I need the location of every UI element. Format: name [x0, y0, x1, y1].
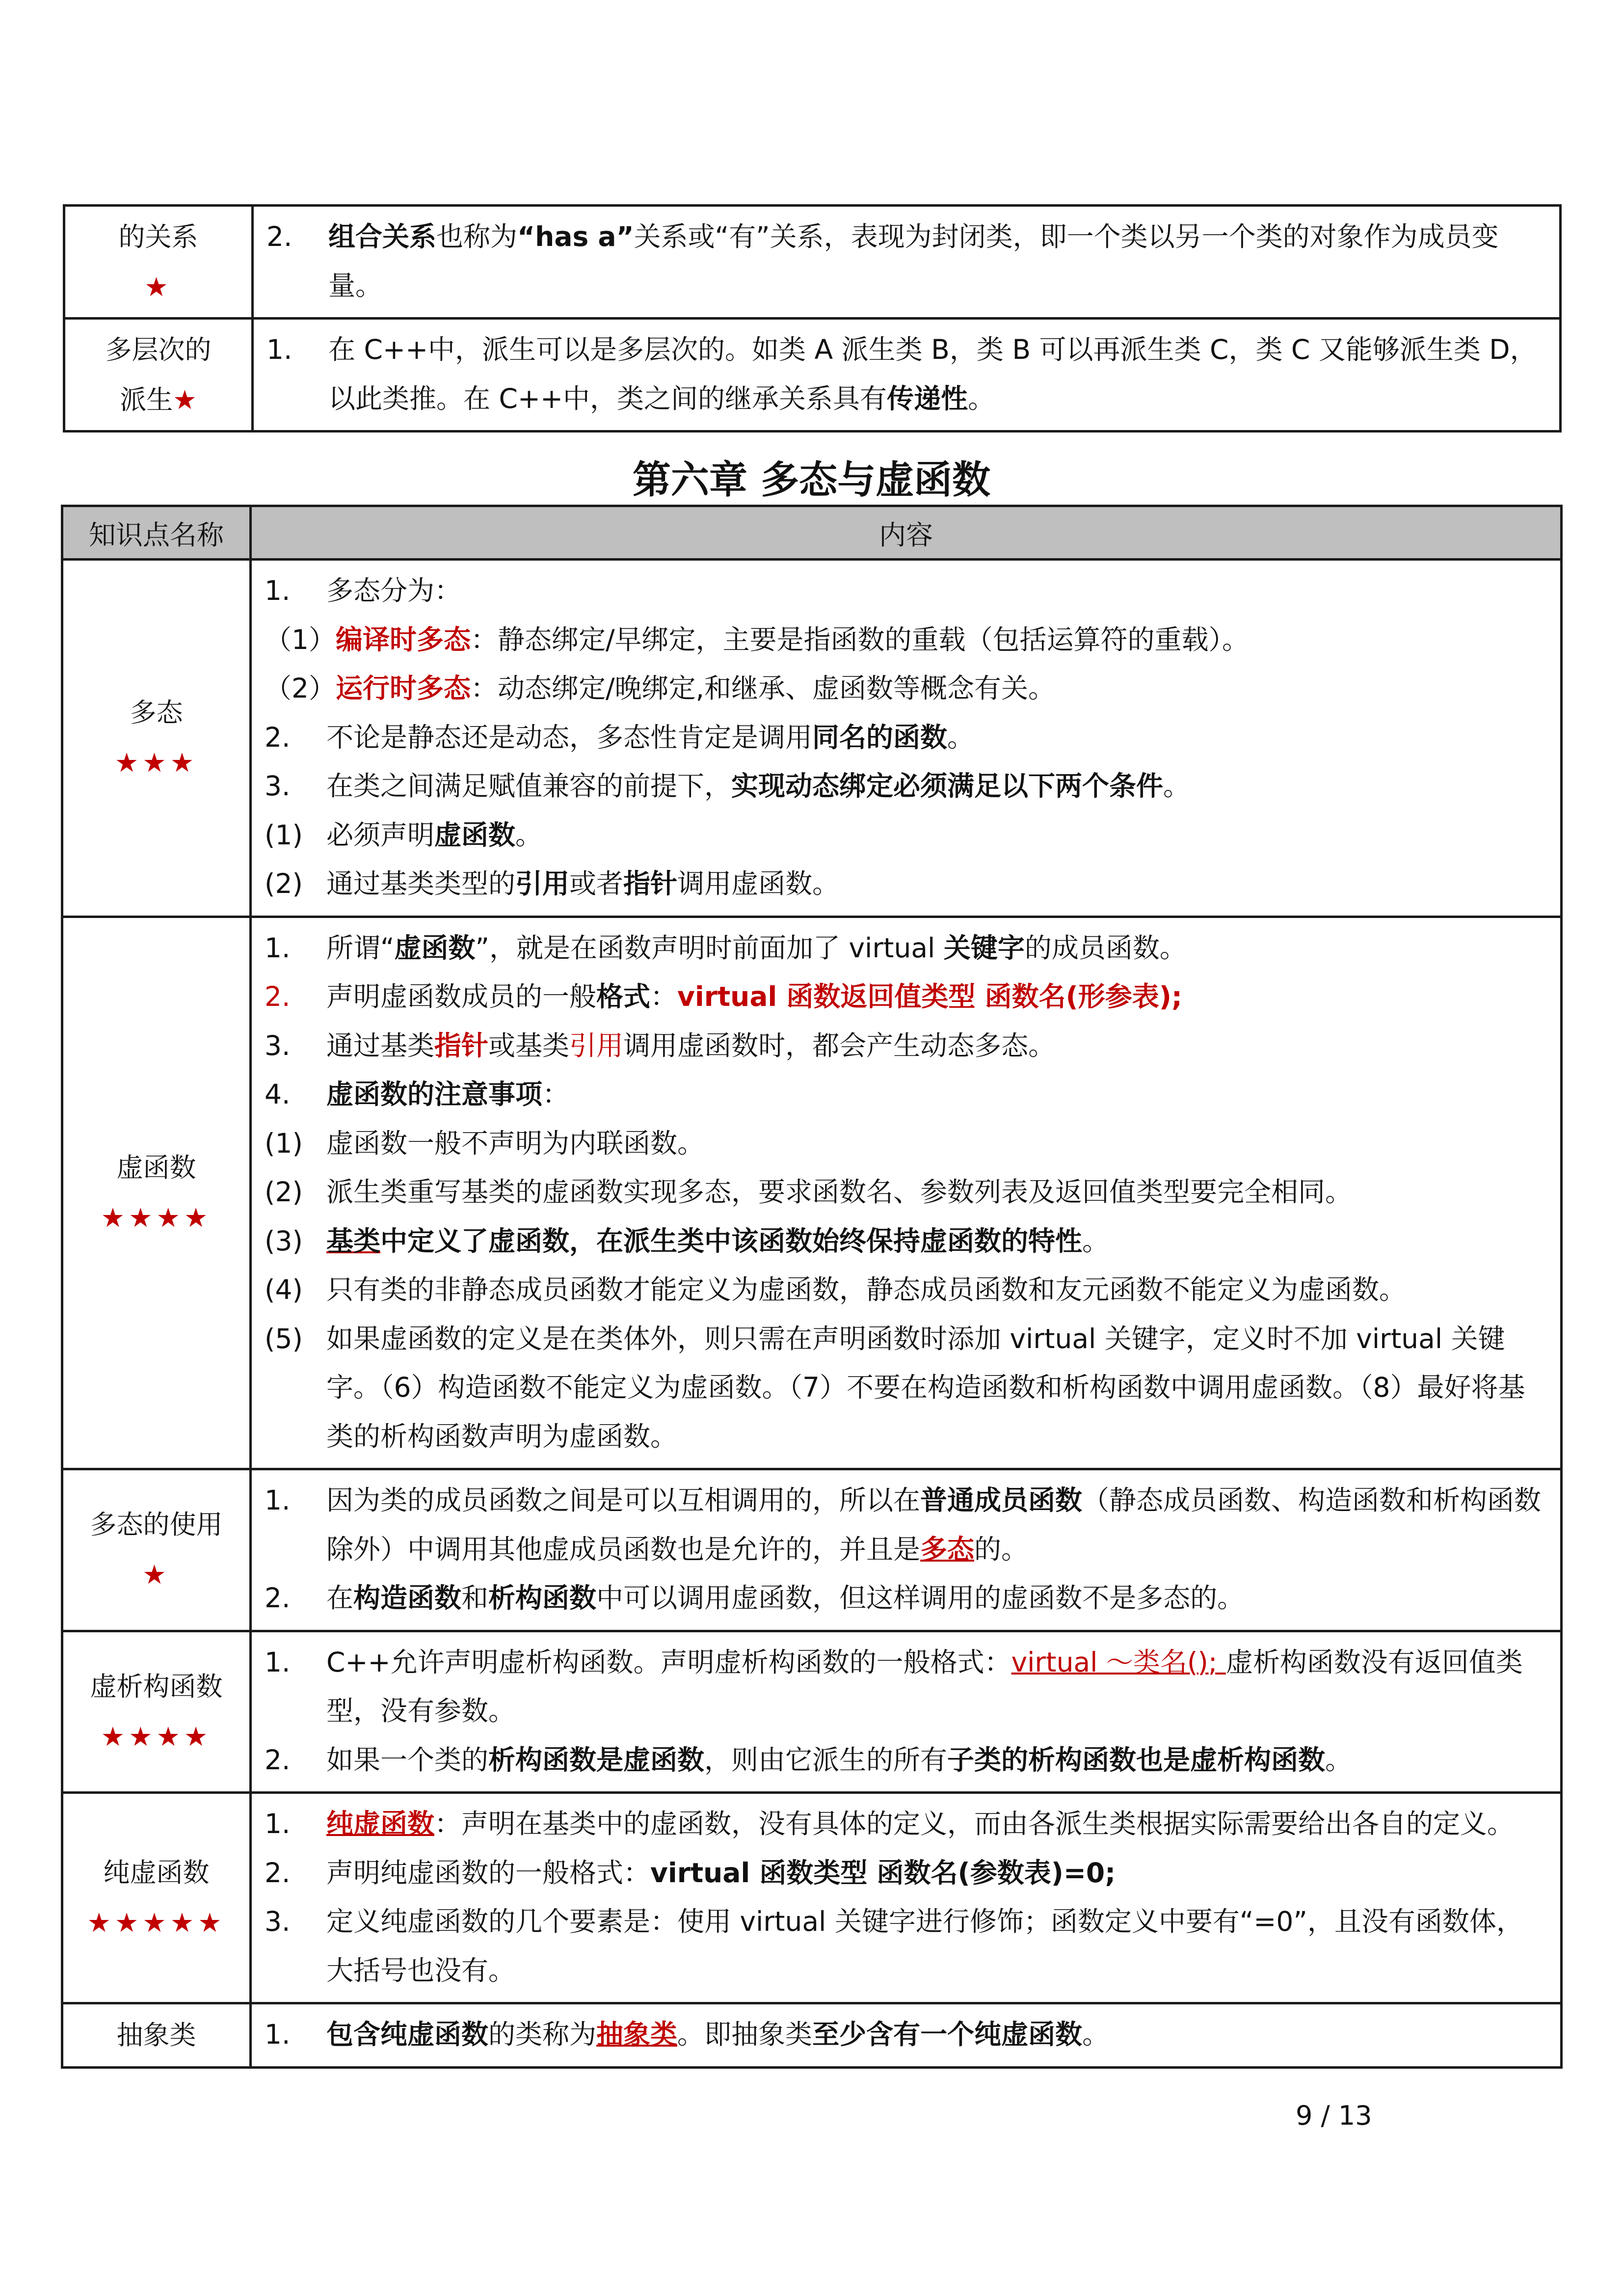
- content-line: [252, 1736, 1548, 1785]
- content-cell: [251, 1793, 1562, 2003]
- item-number: (5): [265, 1323, 303, 1354]
- topic-label: 多层次的: [105, 334, 212, 365]
- text-segment: 包含纯虚函数: [326, 2019, 489, 2050]
- content-line: [252, 1168, 1548, 1217]
- table-row: [62, 1793, 1562, 2003]
- text-segment: 派生类重写基类的虚函数实现多态，要求函数名、参数列表及返回值类型要完全相同。: [326, 1176, 1353, 1208]
- topic-label: 多态的使用: [90, 1509, 223, 1540]
- item-number: (2): [265, 868, 303, 899]
- topic-label: 纯虚函数: [103, 1857, 210, 1888]
- text-segment: 。: [947, 721, 975, 753]
- text-segment: 在类之间满足赋值兼容的前提下，: [326, 770, 732, 802]
- topic-cell: [64, 319, 253, 432]
- content-line: [252, 972, 1548, 1022]
- content-cell: [251, 917, 1562, 1469]
- text-segment: 在 C++中，派生可以是多层次的。如类 A 派生类 B，类 B 可以再派生类 C，类 C 又能够派生类 D，以此类推。在 C++中，类之间的继承关系具有: [328, 334, 1537, 414]
- text-segment: 多态: [920, 1533, 975, 1565]
- star-rating: ★: [142, 1559, 170, 1591]
- text-segment: 如果虚函数的定义是在类体外，则只需在声明函数时添加 virtual 关键字，定义时不加 virtual 关键字。（6）构造函数不能定义为虚函数。（7）不要在构造函数和析构函数中调用虚函数。（8）最好将基类的析构函数声明为虚函数。: [326, 1323, 1525, 1452]
- text-segment: 虚函数一般不声明为内联函数。: [326, 1127, 705, 1159]
- text-segment: 。即抽象类: [677, 2019, 813, 2050]
- content-line: [252, 1022, 1548, 1071]
- item-number: 2.: [265, 1744, 291, 1776]
- text-segment: 引用: [515, 868, 570, 899]
- text-segment: 调用虚函数。: [677, 868, 840, 899]
- item-number: 4.: [265, 1079, 291, 1110]
- content-line: [252, 1800, 1548, 1849]
- item-number: 1.: [265, 1808, 291, 1839]
- topic-cell: [62, 917, 251, 1469]
- text-segment: 指针: [623, 868, 678, 899]
- content-cell: [251, 1631, 1562, 1793]
- text-segment: “has a”: [517, 221, 634, 252]
- text-segment: 引用: [569, 1029, 624, 1061]
- item-number: (1): [265, 819, 303, 851]
- content-line: [252, 1574, 1548, 1623]
- text-segment: ：静态绑定/早绑定，主要是指函数的重载（包括运算符的重载）。: [471, 623, 1250, 655]
- content-line: [252, 1217, 1548, 1266]
- text-segment: 指针: [434, 1029, 489, 1061]
- text-segment: ：动态绑定/晚绑定,和继承、虚函数等概念有关。: [471, 673, 1056, 704]
- content-line: [252, 811, 1548, 860]
- text-segment: ，则由它派生的所有: [704, 1744, 948, 1776]
- table-row: [62, 2003, 1562, 2068]
- text-segment: 声明虚函数成员的一般: [326, 981, 597, 1012]
- header-row: [62, 506, 1562, 560]
- topic-label: 虚析构函数: [90, 1671, 223, 1702]
- text-segment: 的成员函数。: [1024, 932, 1187, 964]
- text-segment: C++允许声明虚析构函数。声明虚析构函数的一般格式：: [326, 1646, 1011, 1678]
- text-segment: ：声明在基类中的虚函数，没有具体的定义，而由各派生类根据实际需要给出各自的定义。: [434, 1808, 1515, 1839]
- text-segment: 析构函数是虚函数: [488, 1744, 705, 1776]
- text-segment: 。: [968, 382, 995, 414]
- text-segment: 的。: [974, 1533, 1029, 1565]
- text-segment: 和: [461, 1582, 489, 1614]
- text-segment: 因为类的成员函数之间是可以互相调用的，所以在: [326, 1485, 921, 1516]
- content-line: [252, 762, 1548, 811]
- star-rating: ★: [173, 384, 197, 415]
- item-number: 1.: [265, 1646, 291, 1678]
- text-segment: 格式: [596, 981, 651, 1012]
- text-segment: 组合关系: [328, 221, 437, 252]
- knowledge-table: [61, 505, 1563, 2069]
- text-segment: 通过基类类型的: [326, 868, 516, 899]
- content-line: [252, 1266, 1548, 1315]
- table-row: [64, 206, 1561, 319]
- text-segment: 也称为: [436, 221, 518, 252]
- chapter-title: 第六章 多态与虚函数: [632, 458, 991, 502]
- text-segment: 通过基类: [326, 1029, 435, 1061]
- topic-cell: [64, 206, 253, 319]
- content-line: [252, 1070, 1548, 1119]
- topic-cell: [62, 1793, 251, 2003]
- content-cell: [253, 319, 1561, 432]
- item-number: 1.: [265, 575, 291, 606]
- content-line: [252, 1476, 1548, 1574]
- topic-label: 多态: [130, 697, 183, 729]
- text-segment: 构造函数: [353, 1582, 462, 1614]
- item-number: 2.: [265, 1857, 291, 1889]
- star-rating: ★★★★: [101, 1202, 212, 1233]
- content-line: [252, 713, 1548, 762]
- text-segment: 基类: [326, 1225, 381, 1257]
- text-segment: 实现动态绑定必须满足以下两个条件: [731, 770, 1164, 802]
- content-line: [252, 924, 1548, 973]
- text-segment: 虚函数: [434, 819, 516, 851]
- table-row: [62, 1469, 1562, 1631]
- text-segment: 。: [1325, 1744, 1353, 1776]
- page-number: 9 / 13: [1296, 2100, 1372, 2131]
- table-row: [62, 560, 1562, 917]
- content-line: [252, 1638, 1548, 1736]
- text-segment: 传递性: [887, 382, 968, 414]
- content-line: [252, 1315, 1548, 1461]
- content-cell: [251, 560, 1562, 917]
- content-line: [252, 1897, 1548, 1995]
- content-line: [252, 567, 1548, 616]
- text-segment: 虚析构函数没有返回值类型，没有参数。: [326, 1646, 1523, 1727]
- item-number: (3): [265, 1225, 303, 1257]
- item-number: 2.: [265, 1582, 291, 1614]
- text-segment: 同名的函数: [812, 721, 948, 753]
- item-number: (4): [265, 1274, 303, 1305]
- header-content: 内容: [251, 506, 1562, 560]
- text-segment: 编译时多态: [336, 623, 471, 655]
- item-number: 2.: [265, 981, 291, 1012]
- topic-cell: [62, 1631, 251, 1793]
- text-segment: 关键字: [943, 932, 1025, 964]
- topic-label-part: 派生: [120, 384, 173, 415]
- text-segment: 子类的析构函数也是虚析构函数: [947, 1744, 1326, 1776]
- text-segment: 普通成员函数: [920, 1485, 1083, 1516]
- content-line: [252, 2010, 1548, 2059]
- text-segment: 虚函数: [394, 932, 476, 964]
- text-segment: 声明纯虚函数的一般格式：: [326, 1857, 651, 1889]
- content-cell: [251, 1469, 1562, 1631]
- text-segment: 纯虚函数: [326, 1808, 435, 1839]
- content-line: [252, 860, 1548, 909]
- text-segment: 中可以调用虚函数，但这样调用的虚函数不是多态的。: [596, 1582, 1245, 1614]
- star-rating: ★★★: [114, 747, 198, 779]
- text-segment: 抽象类: [596, 2019, 678, 2050]
- text-segment: 定义纯虚函数的几个要素是：使用 virtual 关键字进行修饰；函数定义中要有“=0”，且没有函数体，大括号也没有。: [326, 1906, 1523, 1986]
- content-line: [254, 213, 1547, 310]
- text-segment: 至少含有一个纯虚函数: [812, 2019, 1083, 2050]
- item-number: (2): [265, 1176, 303, 1208]
- item-number: 2.: [266, 221, 293, 252]
- item-number: （2）: [265, 673, 336, 704]
- text-segment: 不论是静态还是动态，多态性肯定是调用: [326, 721, 813, 753]
- text-segment: 析构函数: [488, 1582, 597, 1614]
- item-number: 1.: [266, 334, 293, 365]
- text-segment: virtual 函数返回值类型 函数名(形参表);: [677, 981, 1182, 1012]
- text-segment: ：: [650, 981, 678, 1012]
- text-segment: virtual 函数类型 函数名(参数表)=0;: [650, 1857, 1116, 1889]
- text-segment: 调用虚函数时，都会产生动态多态。: [623, 1029, 1056, 1061]
- text-segment: 或者: [569, 868, 624, 899]
- text-segment: 虚函数的注意事项: [326, 1079, 543, 1110]
- text-segment: ”，就是在函数声明时前面加了 virtual: [475, 932, 944, 964]
- item-number: 2.: [265, 721, 291, 753]
- text-segment: 。: [1082, 1225, 1110, 1257]
- text-segment: 的类称为: [488, 2019, 597, 2050]
- text-segment: 关系或“有”关系，表现为封闭类，即一个类以另一个类的对象作为成员变量。: [328, 221, 1499, 301]
- item-number: 1.: [265, 932, 291, 964]
- item-number: 1.: [265, 2019, 291, 2050]
- text-segment: 。: [1082, 2019, 1110, 2050]
- topic-label: 抽象类: [116, 2019, 196, 2051]
- content-cell: [251, 2003, 1562, 2068]
- text-segment: 多态分为：: [326, 575, 462, 606]
- text-segment: 中定义了虚函数，在派生类中该函数始终保持虚函数的特性: [380, 1225, 1083, 1257]
- text-segment: 必须声明: [326, 819, 435, 851]
- topic-cell: [62, 2003, 251, 2068]
- item-number: (1): [265, 1127, 303, 1159]
- topic-label-line2: [65, 375, 251, 425]
- table-row: [62, 1631, 1562, 1793]
- text-segment: 所谓“: [326, 932, 395, 964]
- topic-cell: [62, 560, 251, 917]
- continued-table: [63, 204, 1562, 432]
- topic-label: 虚函数: [116, 1152, 196, 1183]
- text-segment: （静态成员函数、构造函数和析构函数除外）中调用其他虚成员函数也是允许的，并且是: [326, 1485, 1542, 1565]
- item-number: （1）: [265, 623, 336, 655]
- text-segment: 如果一个类的: [326, 1744, 489, 1776]
- table-row: [64, 319, 1561, 432]
- topic-label: 的关系: [118, 221, 198, 252]
- header-topic: 知识点名称: [62, 506, 251, 560]
- item-number: 3.: [265, 1029, 291, 1061]
- item-number: 3.: [265, 770, 291, 802]
- text-segment: 。: [515, 819, 543, 851]
- item-number: 1.: [265, 1485, 291, 1516]
- text-segment: 。: [1163, 770, 1191, 802]
- content-line: [252, 616, 1548, 665]
- star-rating: ★: [144, 271, 172, 302]
- text-segment: virtual ～类名();: [1011, 1646, 1226, 1678]
- content-line: [252, 664, 1548, 713]
- item-number: 3.: [265, 1906, 291, 1937]
- content-line: [254, 325, 1547, 423]
- table-row: [62, 917, 1562, 1469]
- content-cell: [253, 206, 1561, 319]
- star-rating: ★★★★★: [87, 1907, 226, 1938]
- star-rating: ★★★★: [101, 1721, 212, 1752]
- text-segment: 只有类的非静态成员函数才能定义为虚函数，静态成员函数和友元函数不能定义为虚函数。: [326, 1274, 1407, 1305]
- text-segment: 运行时多态: [336, 673, 471, 704]
- content-line: [252, 1119, 1548, 1168]
- text-segment: ：: [542, 1079, 570, 1110]
- content-line: [252, 1849, 1548, 1898]
- text-segment: 在: [326, 1582, 354, 1614]
- text-segment: 或基类: [488, 1029, 570, 1061]
- topic-cell: [62, 1469, 251, 1631]
